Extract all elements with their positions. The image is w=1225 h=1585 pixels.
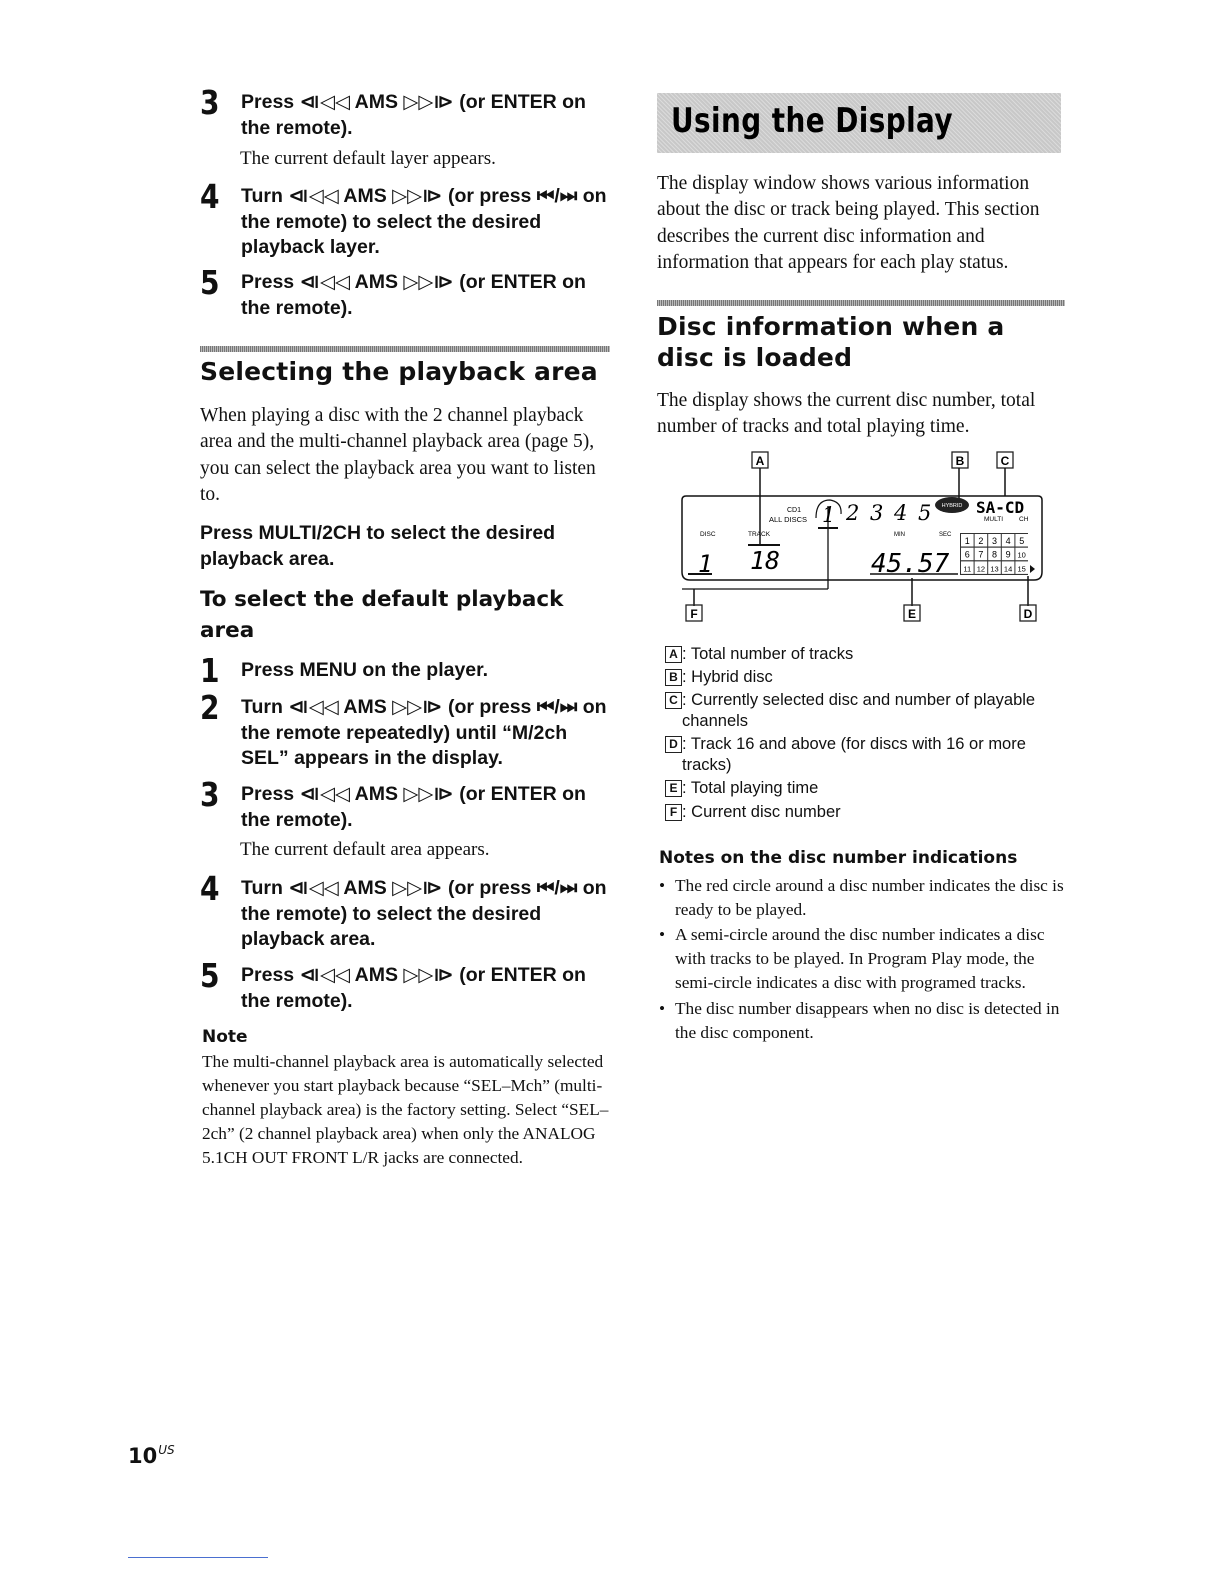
- track-count-readout: 18: [750, 546, 781, 575]
- step-text: Press MENU on the player.: [241, 659, 489, 681]
- intro-paragraph: When playing a disc with the 2 channel playback area and the multi-channel playback area (page 5), you can select the playback area you want to listen to.: [200, 405, 596, 505]
- time-readout: 45.57: [871, 549, 950, 579]
- callout-a-label: A: [755, 454, 765, 468]
- track-label-14: 14: [1003, 564, 1013, 574]
- callout-c: [997, 452, 1013, 468]
- callout-d-label: D: [1023, 607, 1033, 621]
- section-rule: [200, 346, 610, 352]
- section-title-playback-area: Selecting the playback area: [200, 357, 598, 386]
- label-sec: SEC: [939, 532, 952, 538]
- display-diagram: [676, 448, 1048, 628]
- step-number: 5: [200, 956, 220, 995]
- step-number: 4: [200, 869, 220, 908]
- track-label-13: 13: [990, 564, 999, 574]
- label-ch: CH: [1019, 516, 1029, 523]
- hybrid-label: HYBRID: [941, 503, 963, 509]
- track-label-5: 5: [1019, 536, 1025, 546]
- sacd-indicator: SA-CD: [976, 498, 1025, 517]
- bullet-dot: •: [659, 999, 666, 1018]
- note-heading: Note: [202, 1027, 248, 1047]
- step-text: Turn ⧏◁◁ AMS ▷▷⧐ (or press ⏮/⏭ on the remote repeatedly) until “M/2ch SEL” appears in the display.: [241, 696, 607, 769]
- legend-key-c: C: [665, 692, 682, 709]
- legend-key-e: E: [665, 780, 682, 797]
- legend-text-b: : Hybrid disc: [682, 668, 773, 686]
- disc-icon-5: 5: [918, 501, 932, 525]
- track-label-7: 7: [978, 549, 984, 560]
- track-label-11: 11: [963, 564, 972, 574]
- callout-f-label: F: [690, 607, 698, 621]
- track-label-3: 3: [991, 536, 998, 546]
- label-all-discs: ALL DISCS: [768, 515, 808, 524]
- page-number-suffix: US: [158, 1443, 175, 1457]
- step-number: 3: [200, 83, 220, 122]
- step-number: 2: [200, 688, 220, 727]
- track-label-2: 2: [978, 536, 984, 546]
- callout-b-label: B: [955, 454, 965, 468]
- section-banner: [657, 93, 1061, 153]
- label-track: TRACK: [748, 531, 771, 538]
- track-label-4: 4: [1005, 536, 1011, 546]
- notes-heading: Notes on the disc number indications: [659, 848, 1018, 868]
- note-bullet-text: A semi-circle around the disc number indicates a disc with tracks to be played. In Program Play mode, the semi-circle indicates a disc with programed tracks.: [675, 925, 1045, 993]
- instruction-text: Press MULTI/2CH to select the desired playback area.: [200, 522, 556, 570]
- step-subtext: The current default area appears.: [240, 839, 490, 860]
- disc-number-readout: 1: [698, 550, 713, 578]
- callout-f: [686, 605, 702, 621]
- note-bullet-text: The disc number disappears when no disc is detected in the disc component.: [675, 999, 1060, 1043]
- callout-b: [952, 452, 968, 468]
- step-text: Press ⧏◁◁ AMS ▷▷⧐ (or ENTER on the remote).: [241, 964, 586, 1012]
- section-rule: [657, 300, 1065, 306]
- callout-e-label: E: [907, 607, 917, 621]
- step-number: 5: [200, 263, 220, 302]
- label-cd1: CD1: [786, 507, 802, 514]
- step-text: Turn ⧏◁◁ AMS ▷▷⧐ (or press ⏮/⏭ on the remote) to select the desired playback area.: [241, 877, 607, 950]
- track-label-10: 10: [1017, 550, 1026, 560]
- step-text: Turn ⧏◁◁ AMS ▷▷⧐ (or press ⏮/⏭ on the remote) to select the desired playback layer.: [241, 185, 607, 258]
- bottom-edge-line: [128, 1557, 268, 1558]
- bullet-dot: •: [659, 876, 666, 895]
- track-label-6: 6: [964, 549, 970, 560]
- label-disc: DISC: [700, 531, 716, 538]
- callout-a: [752, 452, 768, 468]
- page-number-value: 10: [128, 1444, 158, 1468]
- legend-text-a: : Total number of tracks: [682, 645, 854, 663]
- track-overflow-arrow: [1030, 565, 1035, 573]
- callout-d: [1020, 605, 1036, 621]
- track-label-12: 12: [976, 564, 986, 574]
- label-min: MIN: [894, 532, 905, 538]
- track-label-15: 15: [1017, 564, 1026, 574]
- banner-title: Using the Display: [671, 101, 954, 141]
- legend-key-f: F: [665, 804, 682, 821]
- track-label-1: 1: [964, 536, 970, 546]
- disc-info-paragraph: The display shows the current disc number, total number of tracks and total playing time.: [657, 390, 1036, 438]
- track-label-9: 9: [1005, 549, 1011, 560]
- track-label-8: 8: [991, 549, 998, 560]
- display-intro-paragraph: The display window shows various information about the disc or track being played. This section describes the current disc information and information that appears for each play status.: [657, 173, 1040, 273]
- legend-key-d: D: [665, 736, 682, 753]
- bullet-dot: •: [659, 925, 666, 944]
- legend-text-e: : Total playing time: [682, 779, 819, 797]
- disc-icon-2: 2: [846, 501, 860, 525]
- page-number: [128, 1443, 175, 1468]
- subsection-title-default-area: To select the default playback area: [200, 587, 564, 643]
- disc-icon-1: 1: [822, 503, 836, 527]
- step-text: Press ⧏◁◁ AMS ▷▷⧐ (or ENTER on the remote).: [241, 91, 586, 139]
- legend-key-b: B: [665, 669, 682, 686]
- legend-key-a: A: [665, 646, 682, 663]
- step-subtext: The current default layer appears.: [240, 148, 496, 169]
- step-text: Press ⧏◁◁ AMS ▷▷⧐ (or ENTER on the remote).: [241, 783, 586, 831]
- label-multi: MULTI: [984, 516, 1004, 523]
- disc-icon-3: 3: [870, 501, 884, 525]
- legend-text-f: : Current disc number: [682, 803, 841, 821]
- disc-icon-4: 4: [894, 501, 908, 525]
- track-grid: [960, 533, 1028, 575]
- callout-e: [904, 605, 920, 621]
- step-number: 3: [200, 775, 220, 814]
- step-number: 4: [200, 177, 220, 216]
- hybrid-badge: [935, 497, 969, 513]
- step-number: 1: [200, 651, 220, 690]
- note-bullet-text: The red circle around a disc number indicates the disc is ready to be played.: [675, 876, 1064, 920]
- note-text: The multi-channel playback area is automatically selected whenever you start playback because “SEL–Mch” (multi-channel playback area) is the factory setting. Select “SEL– 2ch” (2 channel playback area) when only the ANALOG 5.1CH OUT FRONT L/R jacks are connected.: [202, 1052, 609, 1168]
- step-text: Press ⧏◁◁ AMS ▷▷⧐ (or ENTER on the remote).: [241, 271, 586, 319]
- section-title-disc-info: Disc information when a disc is loaded: [657, 312, 1005, 372]
- legend-text-c: : Currently selected disc and number of playable channels: [682, 691, 1036, 730]
- callout-c-label: C: [1000, 454, 1010, 468]
- legend-text-d: : Track 16 and above (for discs with 16 or more tracks): [682, 735, 1026, 774]
